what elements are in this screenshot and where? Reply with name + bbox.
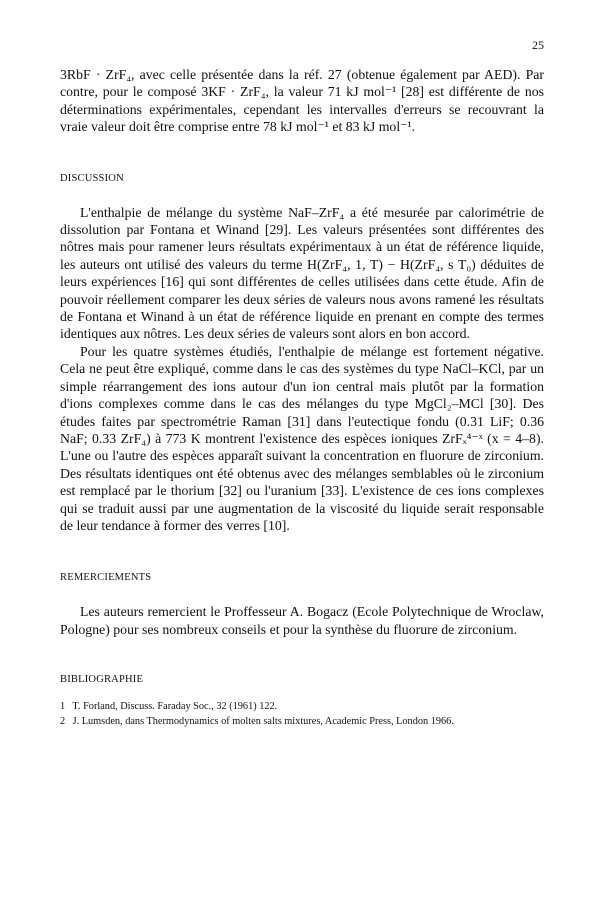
reference-item bbox=[60, 701, 544, 714]
reference-item bbox=[60, 716, 544, 729]
intro-paragraph: 3RbF · ZrF₄, avec celle présentée dans la réf. 27 (obtenue également par AED). Par contre, pour le composé 3KF · ZrF₄, la valeur 71 kJ mol⁻¹ [28] est différente de nos déterminations expérimentales, cependant les intervalles d'erreurs se recouvrant la vraie valeur doit être comprise entre 78 kJ mol⁻¹ et 83 kJ mol⁻¹. bbox=[60, 67, 544, 135]
remerciements-heading: REMERCIEMENTS bbox=[60, 572, 152, 584]
reference-text: J. Lumsden, dans Thermodynamics of molten salts mixtures, Academic Press, London 1966. bbox=[72, 715, 454, 727]
reference-number: 1 bbox=[60, 701, 66, 713]
bibliographie-heading: BIBLIOGRAPHIE bbox=[60, 674, 144, 686]
article-body bbox=[60, 66, 544, 731]
reference-number: 2 bbox=[60, 715, 66, 727]
remerciements-paragraph: Les auteurs remercient le Proffesseur A. Bogacz (Ecole Polytechnique de Wroclaw, Pologne) pour ses nombreux conseils et pour la synthèse du fluorure de zirconium. bbox=[60, 604, 544, 637]
discussion-paragraph-1: L'enthalpie de mélange du système NaF–ZrF₄ a été mesurée par calorimétrie de dissolution par Fontana et Winand [29]. Les valeurs présentées sont différentes des nôtres mais pour ramener leurs résultats expérimentaux à un état de référence liquide, les auteurs ont utilisé des valeurs du terme H(ZrF₄, 1, T) − H(ZrF₄, s T₀) déduites de leurs expériences [16] qui sont différentes de celles utilisées dans cette étude. Afin de pouvoir réellement comparer les deux séries de valeurs nous avons ramené les résultats de Fontana et Winand à un état de référence liquide en prenant en compte des termes identiques aux nôtres. Les deux séries de valeurs sont alors en bon accord. bbox=[60, 204, 544, 342]
reference-text: T. Forland, Discuss. Faraday Soc., 32 (1961) 122. bbox=[72, 701, 278, 713]
reference-list bbox=[60, 701, 544, 729]
discussion-paragraph-2: Pour les quatre systèmes étudiés, l'enthalpie de mélange est fortement négative. Cela ne peut être expliqué, comme dans le cas des systèmes du type NaCl–KCl, par un simple réarrangement des ions autour d'un ion central mais plutôt par la formation d'ions complexes comme dans le cas des mélanges du type MgCl₂–MCl [30]. Des études faites par spectrométrie Raman [31] dans l'eutectique fondu (0.31 LiF; 0.36 NaF; 0.33 ZrF₄) à 773 K montrent l'existence des espèces ioniques ZrFₓ⁴⁻ˣ (x = 4–8). L'une ou l'autre des espèces apparaît suivant la concentration en fluorure de zirconium. Des résultats identiques ont été obtenus avec des mélanges semblables où le zirconium est remplacé par le thorium [32] ou l'uranium [33]. L'existence de ces ions complexes qui se traduit aussi par une augmentation de la viscosité du liquide serait responsable de leur tendance à former des verres [10]. bbox=[60, 343, 544, 533]
discussion-heading: DISCUSSION bbox=[60, 172, 124, 184]
page-number: 25 bbox=[532, 38, 544, 52]
